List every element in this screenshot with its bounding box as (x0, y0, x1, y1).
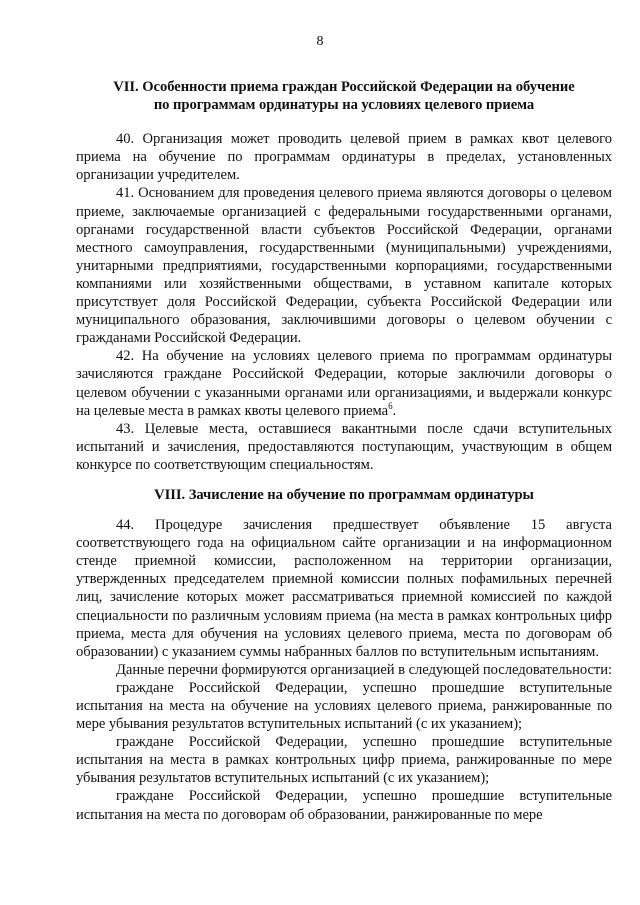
paragraph-40: 40. Организация может проводить целевой прием в рамках квот целевого приема на обучение по программам ординатуры в пределах, установленных организации учредителем. (76, 131, 612, 184)
section-7-heading-line-2: по программам ординатуры на условиях целевого приема (153, 97, 535, 114)
paragraph-43: 43. Целевые места, оставшиеся вакантными после сдачи вступительных испытаний и зачисления, предоставляются поступающим, участвующим в общем конкурсе по соответствующим специальностям. (76, 420, 612, 473)
paragraph-44: 44. Процедуре зачисления предшествует объявление 15 августа соответствующего года на официальном сайте организации и на информационном стенде приемной комиссии, расположенном на территории организации, утвержденных председателем приемной комиссии полных пофамильных перечней лиц, зачисление которых может рассматриваться приемной комиссией по каждой специальности по различным условиям приема (на места в рамках контрольных цифр приема, места для обучения на условиях целевого приема, места по договорам об образовании) с указанием суммы набранных баллов по вступительным испытаниям. (76, 517, 612, 660)
section-7-heading-line-1: VII. Особенности приема граждан Российской Федерации на обучение (113, 79, 575, 95)
section-8-heading: VIII. Зачисление на обучение по программам ординатуры (154, 486, 534, 503)
list-item-1: граждане Российской Федерации, успешно прошедшие вступительные испытания на места на обучение на условиях целевого приема, ранжированные по мере убывания результатов вступительных испытаний (с их указанием); (76, 679, 612, 733)
list-item-2: граждане Российской Федерации, успешно прошедшие вступительные испытания на места в рамках контрольных цифр приема, ранжированные по мере убывания результатов вступительных испытаний (с их указанием); (76, 734, 612, 787)
page-number: 8 (316, 34, 324, 49)
paragraph-41: 41. Основанием для проведения целевого приема являются договоры о целевом приеме, заключаемые организацией с федеральными государственными органами, органами государственной власти субъектов Российской Федерации, органами местного самоуправления, государственными (муниципальными) учреждениями, унитарными предприятиями, государственными корпорациями, государственными компаниями или хозяйственными обществами, в уставном капитале которых присутствует доля Российской Федерации, субъекта Российской Федерации или муниципального образования, заключившими договоры о целевом обучении с гражданами Российской Федерации. (76, 185, 612, 347)
list-item-3: граждане Российской Федерации, успешно прошедшие вступительные испытания на места по договорам об образовании, ранжированные по мере (76, 788, 612, 823)
paragraph-lists: Данные перечни формируются организацией в следующей последовательности: (116, 661, 612, 678)
document-body (76, 78, 612, 824)
footnote-marker: 6 (388, 400, 393, 411)
section-7-heading (76, 78, 612, 114)
paragraph-42-end: . (392, 402, 397, 419)
paragraph-42 (76, 347, 612, 419)
paragraph-42-text: 42. На обучение на условиях целевого приема по программам ординатуры зачисляются граждане Российской Федерации, которые заключили договоры о целевом обучении с указанными органами или организациями, и выдержали конкурс на целевые места в рамках квоты целевого приема (76, 348, 612, 419)
